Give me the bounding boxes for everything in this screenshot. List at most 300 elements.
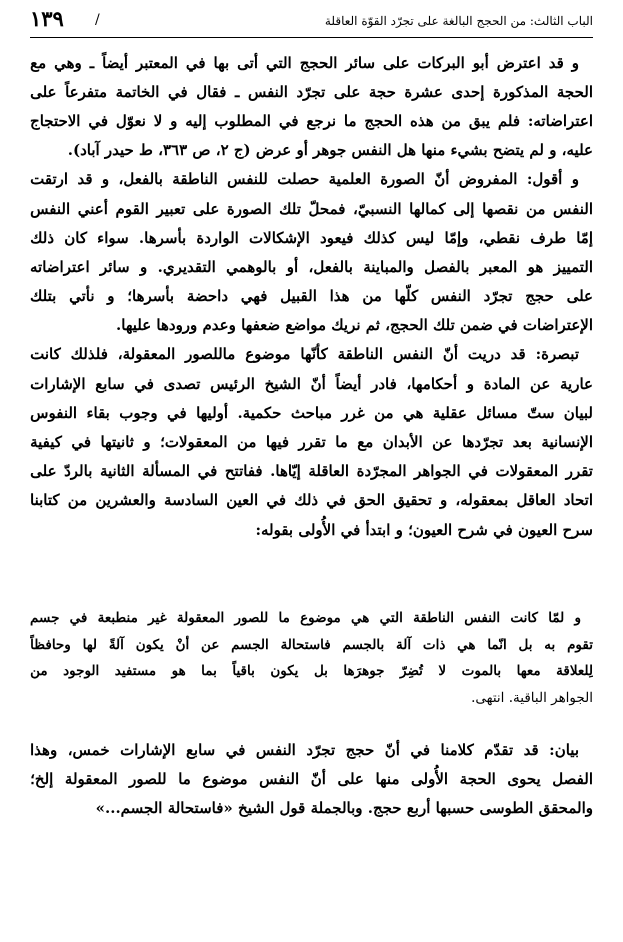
word: تقرر bbox=[298, 433, 326, 452]
word: بما bbox=[201, 663, 217, 680]
word: للصور bbox=[129, 769, 167, 788]
word: على bbox=[333, 82, 361, 101]
word: ذلك bbox=[294, 491, 319, 510]
word: لمّا bbox=[548, 610, 565, 627]
quote-line: الجواهر الباقية. انتهى. bbox=[471, 689, 593, 706]
word: إلخ؛ bbox=[30, 769, 54, 788]
word: الخاتمة bbox=[115, 82, 160, 101]
word: أنْ bbox=[175, 636, 190, 653]
word: سائر bbox=[100, 257, 130, 276]
word: بالفصل bbox=[424, 257, 470, 276]
word: حكمية. bbox=[237, 403, 282, 422]
word: النسبيّ، bbox=[353, 199, 402, 218]
word: في bbox=[266, 491, 286, 510]
word: هذه bbox=[410, 111, 434, 130]
word: على bbox=[192, 199, 220, 218]
word: الناطقة bbox=[413, 610, 454, 627]
word: الاحتجاج bbox=[30, 111, 81, 130]
word: اعتراضاته bbox=[30, 257, 90, 276]
word: من bbox=[30, 663, 48, 680]
word: الأُولى bbox=[411, 769, 449, 788]
word: خمس، bbox=[67, 740, 110, 759]
word: أقول: bbox=[526, 170, 563, 189]
word: بل bbox=[518, 636, 533, 653]
text-line bbox=[30, 398, 593, 427]
text-line bbox=[30, 252, 593, 281]
word: و bbox=[571, 53, 579, 72]
word: اتحاد bbox=[563, 491, 593, 510]
word: بيان: bbox=[549, 740, 579, 759]
text-line bbox=[30, 282, 593, 311]
word: الفصل bbox=[552, 769, 593, 788]
word: أوليها bbox=[196, 403, 229, 422]
word: ـ bbox=[89, 53, 95, 72]
word: هي bbox=[351, 610, 370, 627]
word: التمييز bbox=[553, 257, 593, 276]
word: عشرة bbox=[404, 82, 443, 101]
word: و bbox=[466, 374, 475, 393]
header-separator: / bbox=[95, 12, 100, 28]
quote-line bbox=[30, 632, 593, 659]
word: فقال bbox=[196, 82, 227, 101]
word: وإمّا bbox=[444, 228, 469, 247]
word: ما bbox=[343, 111, 357, 130]
word: النفس bbox=[553, 199, 593, 218]
word: في bbox=[278, 111, 299, 130]
word: في bbox=[71, 433, 92, 452]
word: تُضِرّ bbox=[400, 663, 423, 680]
word: ذات bbox=[422, 636, 446, 653]
text-line bbox=[30, 340, 593, 369]
word: الجواهر bbox=[414, 462, 461, 481]
word: سواء bbox=[97, 228, 129, 247]
word: انّما bbox=[487, 636, 507, 653]
word: حجج bbox=[345, 740, 375, 759]
word: لا bbox=[438, 663, 447, 680]
word: تقدّم bbox=[484, 740, 514, 759]
word: كذلك bbox=[363, 228, 396, 247]
word: المادة bbox=[483, 374, 521, 393]
word: المعقولة bbox=[64, 769, 118, 788]
word: السادسة bbox=[164, 491, 219, 510]
word: بالجسم bbox=[342, 636, 385, 653]
word: ـ bbox=[235, 82, 240, 101]
word: بالفعل، bbox=[118, 170, 163, 189]
word: موضوع bbox=[300, 610, 341, 627]
word: أتى bbox=[237, 53, 258, 72]
word: العاقلة bbox=[308, 462, 350, 481]
word: به bbox=[544, 636, 556, 653]
word: بمعقوله، bbox=[455, 491, 509, 510]
word: العين bbox=[226, 491, 259, 510]
word: لها bbox=[82, 636, 98, 653]
word: سابع bbox=[95, 374, 125, 393]
chapter-title: الباب الثالث: من الحجج البالغة على تجرّد القوّة العاقلة bbox=[324, 14, 593, 28]
word: المعتبر bbox=[135, 53, 178, 72]
word: ستّ bbox=[527, 403, 555, 422]
word: لِلعلاقة bbox=[556, 663, 593, 680]
word: الحجج bbox=[299, 53, 338, 72]
word: و bbox=[571, 170, 579, 189]
word: الإشكالات bbox=[249, 228, 310, 247]
word: العلمية bbox=[328, 170, 371, 189]
word: إليه bbox=[185, 111, 207, 130]
word: للنفس bbox=[227, 170, 268, 189]
word: ثانيتها bbox=[100, 433, 134, 452]
word: يكون bbox=[135, 636, 164, 653]
word: أعني bbox=[77, 199, 108, 218]
word: على bbox=[337, 769, 364, 788]
word: و bbox=[143, 433, 151, 452]
word: والمباينة bbox=[363, 257, 414, 276]
word: أيضاً bbox=[102, 53, 128, 72]
word: عقلية bbox=[432, 403, 467, 422]
word: مسائل bbox=[476, 403, 518, 422]
word: من bbox=[362, 287, 382, 306]
word: النفس bbox=[259, 769, 300, 788]
text-line bbox=[30, 106, 593, 135]
quote-line bbox=[30, 658, 593, 685]
text-line bbox=[30, 735, 593, 764]
header-rule bbox=[30, 37, 593, 38]
word: نقصها bbox=[482, 199, 519, 218]
word: الناطقة bbox=[172, 170, 218, 189]
word: مع bbox=[357, 433, 374, 452]
word: كأنّها bbox=[300, 345, 328, 364]
word: العاقل bbox=[516, 491, 556, 510]
word: أيضاً bbox=[335, 374, 362, 393]
word: حصلت bbox=[277, 170, 320, 189]
word: بالوهمي bbox=[226, 257, 277, 276]
word: اعترض bbox=[496, 53, 541, 72]
word: أنّ bbox=[442, 345, 459, 364]
word: الحق bbox=[354, 491, 386, 510]
word: يكون bbox=[270, 663, 299, 680]
word: المعبر bbox=[479, 257, 518, 276]
word: بأسرها. bbox=[138, 228, 187, 247]
word: أو bbox=[286, 257, 299, 276]
word: في bbox=[185, 53, 206, 72]
word: لبيان bbox=[563, 403, 593, 422]
word: سائر bbox=[345, 53, 376, 72]
word: إيّاها. bbox=[270, 462, 301, 481]
word: فمحلّ bbox=[308, 199, 346, 218]
word: غير bbox=[148, 610, 167, 627]
word: بتلك bbox=[30, 287, 57, 306]
word: على bbox=[382, 53, 410, 72]
word: تحقيق bbox=[393, 491, 432, 510]
word: حجج bbox=[525, 287, 554, 306]
main-text-continued bbox=[30, 735, 593, 823]
word: المعقولات bbox=[495, 462, 559, 481]
word: من bbox=[525, 199, 546, 218]
word: المسألة bbox=[142, 462, 191, 481]
word: مباحث bbox=[290, 403, 332, 422]
word: قد bbox=[77, 170, 93, 189]
word: النفس bbox=[430, 287, 471, 306]
word: ما bbox=[178, 769, 191, 788]
word: تجرّد bbox=[296, 82, 326, 101]
word: إلى bbox=[453, 199, 475, 218]
word: المعقولة، bbox=[117, 345, 176, 364]
word: القوم bbox=[115, 199, 149, 218]
text-line bbox=[30, 77, 593, 106]
word: ما bbox=[278, 610, 290, 627]
word: موضوع bbox=[202, 769, 248, 788]
word: عن bbox=[432, 433, 453, 452]
word: البركات bbox=[417, 53, 465, 72]
word: غرر bbox=[341, 403, 365, 422]
quote-line bbox=[30, 605, 593, 632]
word: النفس bbox=[255, 740, 296, 759]
word: هو bbox=[171, 663, 186, 680]
word: و bbox=[140, 257, 148, 276]
word: مستفيد bbox=[114, 663, 157, 680]
word: هو bbox=[527, 257, 544, 276]
word: عن bbox=[529, 374, 551, 393]
word: معها bbox=[516, 663, 541, 680]
word: كمالها bbox=[409, 199, 446, 218]
word: الواردة bbox=[196, 228, 239, 247]
word: فادر bbox=[371, 374, 397, 393]
word: المعقولات؛ bbox=[160, 433, 228, 452]
word: الوجود bbox=[63, 663, 100, 680]
word: دريت bbox=[467, 345, 501, 364]
text-line bbox=[30, 194, 593, 223]
word: من bbox=[374, 403, 394, 422]
word: ماللصور bbox=[185, 345, 236, 364]
paragraph-3 bbox=[30, 340, 593, 544]
word: جسم bbox=[30, 610, 60, 627]
word: ليس bbox=[406, 228, 435, 247]
word: موضوع bbox=[245, 345, 291, 364]
word: الجسم bbox=[231, 636, 269, 653]
text-line bbox=[30, 223, 593, 252]
word: في bbox=[468, 462, 488, 481]
word: النفوس bbox=[30, 403, 78, 422]
word: نأتي bbox=[69, 287, 95, 306]
paragraph-2 bbox=[30, 165, 593, 340]
text-line bbox=[30, 369, 593, 398]
word: المجرّدة bbox=[356, 462, 407, 481]
word: الحجة bbox=[459, 769, 496, 788]
word: قد bbox=[548, 53, 564, 72]
word: أنّ bbox=[384, 740, 400, 759]
word: بالفعل، bbox=[308, 257, 353, 276]
word: منطبعة bbox=[97, 610, 138, 627]
word: يبق bbox=[468, 111, 491, 130]
word: أنّ bbox=[310, 374, 326, 393]
text-line bbox=[30, 486, 593, 515]
word: على bbox=[566, 287, 593, 306]
word: مع bbox=[30, 53, 47, 72]
word: تصدى bbox=[163, 374, 201, 393]
word: الصورة bbox=[380, 170, 425, 189]
word: آلةً bbox=[108, 636, 124, 653]
word: اعتراضاته: bbox=[527, 111, 593, 130]
word: الثانية bbox=[99, 462, 135, 481]
word: النفس bbox=[247, 82, 288, 101]
word: فيعود bbox=[320, 228, 354, 247]
word: قد bbox=[510, 345, 526, 364]
word: على bbox=[30, 462, 57, 481]
word: على bbox=[30, 82, 57, 101]
word: عن bbox=[201, 636, 220, 653]
word: أنّ bbox=[434, 170, 450, 189]
word: آلة bbox=[396, 636, 412, 653]
word: النفس bbox=[464, 610, 501, 627]
text-line bbox=[30, 427, 593, 456]
word: الإشارات bbox=[30, 374, 86, 393]
word: تجرّد bbox=[483, 287, 513, 306]
word: قد bbox=[523, 740, 539, 759]
word: فلم bbox=[497, 111, 520, 130]
word: التي bbox=[379, 610, 403, 627]
word: حجة bbox=[368, 82, 396, 101]
word: وجوب bbox=[119, 403, 158, 422]
word: والعشرين bbox=[95, 491, 156, 510]
word: أحكامها، bbox=[406, 374, 458, 393]
word: أنّ bbox=[310, 769, 326, 788]
word: ففاتتح bbox=[224, 462, 263, 481]
text-line: عليه، و لم يتضح بشيء منها هل النفس جوهر أو عرض (ج ٢، ص ٣٦٣، ط حيدر آباد). bbox=[67, 141, 593, 160]
running-header bbox=[30, 6, 593, 36]
word: فيها bbox=[265, 433, 290, 452]
word: في bbox=[168, 82, 188, 101]
word: و bbox=[170, 111, 178, 130]
word: للصور bbox=[234, 610, 269, 627]
word: و bbox=[101, 170, 110, 189]
text-line: والمحقق الطوسى حسبها أربع حجج. وبالجملة قول الشيخ «فاستحالة الجسم...» bbox=[95, 798, 593, 817]
quoted-passage bbox=[30, 605, 593, 711]
word: تجرّد bbox=[306, 740, 336, 759]
word: كيفية bbox=[30, 433, 62, 452]
word: الرئيس bbox=[210, 374, 255, 393]
text-line: سرح العيون في شرح العيون؛ و ابتدأ في الأُولى بقوله: bbox=[255, 520, 593, 539]
word: المعقولة bbox=[176, 610, 225, 627]
word: تقرر bbox=[565, 462, 593, 481]
word: الصورة bbox=[226, 199, 272, 218]
word: المفروض bbox=[458, 170, 518, 189]
main-text bbox=[30, 48, 593, 544]
word: أبو bbox=[472, 53, 489, 72]
word: بل bbox=[313, 663, 328, 680]
text-line bbox=[30, 48, 593, 77]
word: في bbox=[326, 491, 346, 510]
word: بالموت bbox=[461, 663, 502, 680]
word: بقاء bbox=[86, 403, 110, 422]
word: تلك bbox=[279, 199, 301, 218]
word: المذكورة bbox=[493, 82, 549, 101]
word: تجرّدها bbox=[461, 433, 504, 452]
word: الحجج bbox=[364, 111, 403, 130]
word: و bbox=[439, 491, 448, 510]
word: كتابنا bbox=[30, 491, 60, 510]
word: الشيخ bbox=[264, 374, 301, 393]
word: تقوم bbox=[567, 636, 593, 653]
word: من bbox=[236, 433, 257, 452]
paragraph-1 bbox=[30, 48, 593, 165]
word: الإشارات bbox=[120, 740, 176, 759]
text-line bbox=[30, 457, 593, 486]
word: و bbox=[107, 287, 115, 306]
word: من bbox=[441, 111, 461, 130]
word: كلامنا bbox=[440, 740, 474, 759]
text-line: الإعتراضات في ضمن تلك الحجج، ثم نريك مواضع ضعفها وعدم ورودها عليها. bbox=[116, 316, 593, 335]
word: في bbox=[167, 403, 187, 422]
word: جوهرَها bbox=[343, 663, 385, 680]
word: الأبدان bbox=[382, 433, 423, 452]
word: في bbox=[225, 740, 246, 759]
word: باقياً bbox=[232, 663, 255, 680]
word: فلذلك bbox=[70, 345, 108, 364]
word: كان bbox=[64, 228, 87, 247]
word: بأسرها؛ bbox=[127, 287, 175, 306]
word: إحدى bbox=[451, 82, 485, 101]
word: منها bbox=[375, 769, 400, 788]
word: هذا bbox=[329, 287, 350, 306]
word: يحوى bbox=[507, 769, 541, 788]
page-number: ١٣٩ bbox=[30, 6, 64, 31]
word: الناطقة bbox=[337, 345, 384, 364]
word: سابع bbox=[185, 740, 216, 759]
word: نعوّل bbox=[115, 111, 146, 130]
word: إمّا bbox=[576, 228, 593, 247]
word: الحجة bbox=[556, 82, 593, 101]
word: كانت bbox=[510, 610, 538, 627]
word: هي bbox=[402, 403, 424, 422]
word: الإنسانية bbox=[541, 433, 593, 452]
word: التقديري. bbox=[157, 257, 216, 276]
word: طرف bbox=[530, 228, 567, 247]
word: تبصرة: bbox=[535, 345, 579, 364]
word: ما bbox=[335, 433, 348, 452]
word: في bbox=[197, 462, 218, 481]
word: ذلك bbox=[30, 228, 55, 247]
word: من bbox=[67, 491, 88, 510]
word: بالردّ bbox=[64, 462, 93, 481]
word: لا bbox=[153, 111, 163, 130]
word: في bbox=[134, 374, 154, 393]
word: المطلوب bbox=[214, 111, 271, 130]
word: فهي bbox=[240, 287, 268, 306]
word: متفرعاً bbox=[65, 82, 108, 101]
text-line bbox=[30, 764, 593, 793]
word: فاستحالة bbox=[280, 636, 331, 653]
word: عارية bbox=[560, 374, 593, 393]
word: نرجع bbox=[306, 111, 337, 130]
word: هي bbox=[457, 636, 476, 653]
word: وحافظاً bbox=[30, 636, 71, 653]
word: تعبير bbox=[156, 199, 186, 218]
word: ارتقت bbox=[30, 170, 69, 189]
word: نقطي، bbox=[478, 228, 521, 247]
word: النفس bbox=[392, 345, 433, 364]
word: و bbox=[574, 610, 581, 627]
word: بعد bbox=[512, 433, 532, 452]
word: وهذا bbox=[30, 740, 58, 759]
word: التي bbox=[265, 53, 292, 72]
word: وهي bbox=[54, 53, 82, 72]
word: كانت bbox=[30, 345, 61, 364]
word: النفس bbox=[30, 199, 71, 218]
word: داحضة bbox=[186, 287, 229, 306]
word: بها bbox=[213, 53, 230, 72]
word: في bbox=[410, 740, 431, 759]
word: في bbox=[88, 111, 109, 130]
word: في bbox=[69, 610, 88, 627]
word: القبيل bbox=[280, 287, 317, 306]
